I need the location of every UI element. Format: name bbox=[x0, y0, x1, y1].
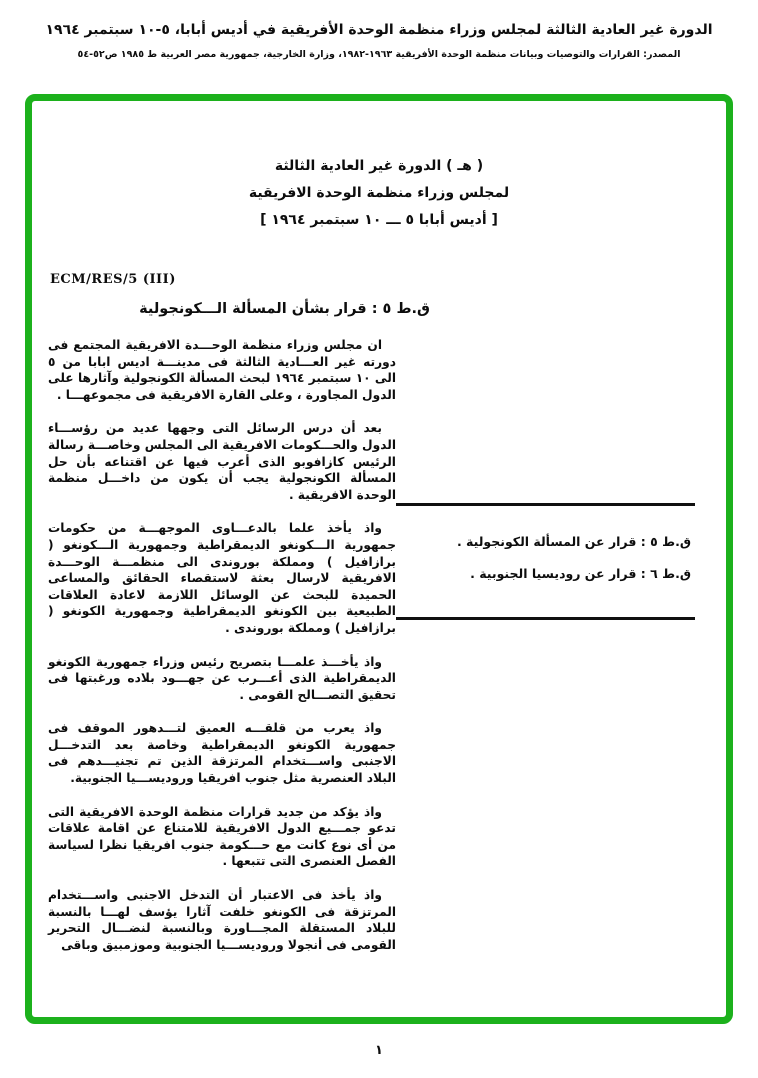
margin-note: ق.ط ٦ : قرار عن روديسيا الجنوبية . bbox=[470, 566, 691, 581]
body-paragraph: واذ يأخذ فى الاعتبار أن التدخل الاجنبى واســـتخدام المرتزقة فى الكونغو خلفت آثارا يؤسف لهـــا بالنسبة للبلاد المستقلة المجـــاورة وبالنسبة لنضـــال التحرير القومى فى أنجولا وروديســـيا الجنوبية وموزمبيق وباقى bbox=[48, 888, 396, 952]
resolution-title: ق.ط ٥ : قرار بشأن المسألة الـــكونجولية bbox=[139, 301, 430, 317]
page-number: ١ bbox=[375, 1043, 383, 1058]
body-paragraph: واذ يؤكد من جديد قرارات منظمة الوحدة الافريقية التى تدعو جمـــيع الدول الافريقية للامتناع عن اقامة علاقات من أى نوع كانت مع حـــكومة جنوب افريقيا نظرا لسياسة الفصل العنصرى التى تتبعها . bbox=[48, 804, 396, 869]
session-heading-line-2: لمجلس وزراء منظمة الوحدة الافريقية bbox=[248, 185, 510, 201]
body-paragraph: واذ يأخـــذ علمـــا بتصريح رئيس وزراء جمهورية الكونغو الديمقراطية الذى أعـــرب عن جهـــود بلاده ورغبتها فى تحقيق التصـــالح القومى . bbox=[48, 654, 396, 702]
source-citation: المصدر: القرارات والتوصيات وبيانات منظمة الوحدة الأفريقية ١٩٦٣-١٩٨٢، وزارة الخارجية، جمهورية مصر العربية ط ١٩٨٥ ص٥٢-٥٤ bbox=[77, 49, 681, 60]
body-paragraph: ان مجلس وزراء منظمة الوحـــدة الافريقية المجتمع فى دورته غير العـــادية الثالثة فى مدينـــة اديس ابابا من ٥ الى ١٠ سبتمبر ١٩٦٤ لبحث المسألة الكونجولية وآثارها على الدول المجاورة ، وعلى القارة الافريقية فى مجموعهـــا . bbox=[48, 338, 397, 402]
margin-notes bbox=[396, 503, 695, 620]
session-heading bbox=[25, 158, 733, 239]
session-title: الدورة غير العادية الثالثة لمجلس وزراء منظمة الوحدة الأفريقية في أديس أبابا، ٥-١٠ سبتمبر ١٩٦٤ bbox=[45, 22, 713, 38]
body-paragraph: بعد أن درس الرسائل التى وجهها عديد من رؤســـاء الدول والحـــكومات الافريقية الى المجلس وخاصـــة رسالة الرئيس كازافوبو الذى أعرب فيها عن اقتناعه بأن حل المسألة الكونجولية يجب أن يكون من داخـــل منظمة الوحدة الافريقية . bbox=[48, 421, 396, 502]
document-reference: ECM/RES/5 (III) bbox=[50, 272, 176, 287]
session-heading-line-3: [ أديس أبابا ٥ ـــ ١٠ سبتمبر ١٩٦٤ ] bbox=[260, 212, 498, 228]
body-paragraph: واذ يأخذ علما بالدعـــاوى الموجهـــة من حكومات جمهورية الـــكونغو الديمقراطية وجمهورية الـــكونغو ( برازافيل ) ومملكة بوروندى الى منظمـــة الوحـــدة الافريقية لارسال بعثة لاستقصاء الحقائق والمساعى الحميدة للبحث عن الوسائل اللازمة لاعادة العلاقات الطبيعية بين الكونغو الديمقراطية وجمهورية الكونغو ( برازافيل ) ومملكة بوروندى . bbox=[48, 521, 396, 635]
page-header bbox=[0, 22, 758, 60]
body-paragraph: واذ يعرب من قلقـــه العميق لتـــدهور الموقف فى جمهورية الكونغو الديمقراطية وخاصة بعد التدخـــل الاجنبى واســـتخدام المرتزقة الذين تم تجنيـــدهم فى البلاد العنصرية مثل جنوب افريقيا وروديســـيا الجنوبية. bbox=[48, 721, 396, 786]
session-heading-line-1: ( هـ ) الدورة غير العادية الثالثة bbox=[274, 158, 484, 174]
resolution-body bbox=[48, 337, 396, 970]
margin-note: ق.ط ٥ : قرار عن المسألة الكونجولية . bbox=[456, 534, 691, 549]
